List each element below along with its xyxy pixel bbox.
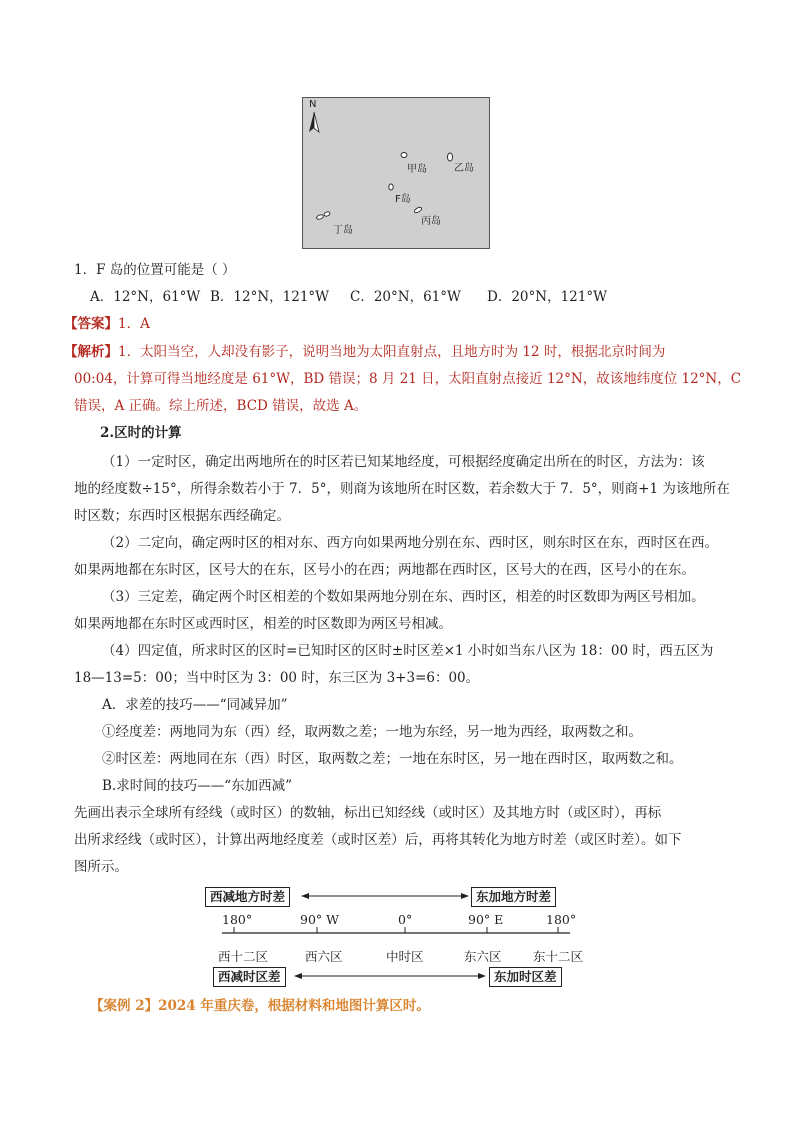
box-west-local-time: 西减地方时差 <box>205 887 290 907</box>
analysis-text-1: 1．太阳当空，人却没有影子，说明当地为太阳直射点，且地方时为 12 时，根据北京时间为 <box>118 344 666 360</box>
zone-west-12: 西十二区 <box>218 949 269 964</box>
para-line-13: B.求时间的技巧——“东加西减” <box>102 778 293 794</box>
lon-90e: 90° E <box>468 912 504 927</box>
box-west-zone-diff: 西减时区差 <box>213 967 286 987</box>
case-heading: 【案例 2】2024 年重庆卷，根据材料和地图计算区时。 <box>90 998 430 1014</box>
lon-180e: 180° <box>546 912 577 927</box>
para-line-9: 18—13=5：00；当中时区为 3：00 时，东三区为 3+3=6：00。 <box>74 670 480 686</box>
zone-central: 中时区 <box>386 949 424 964</box>
question-stem: 1．F 岛的位置可能是（ ） <box>74 262 236 278</box>
island-jia-label: 甲岛 <box>407 164 427 175</box>
para-line-4: （2）二定向，确定两时区的相对东、西方向如果两地分别在东、西时区，则东时区在东，西时区在西。 <box>102 535 719 551</box>
zone-east-6: 东六区 <box>464 949 502 964</box>
island-yi-shape <box>448 153 453 161</box>
island-map <box>302 97 490 249</box>
lon-90w: 90° W <box>300 912 339 927</box>
lon-180w: 180° <box>222 912 253 927</box>
answer-text: 1．A <box>118 316 150 332</box>
para-line-7: 如果两地都在东时区或西时区，相差的时区数即为两区号相减。 <box>74 616 452 632</box>
para-line-1: （1）一定时区，确定出两地所在的时区若已知某地经度，可根据经度确定出所在的时区，方法为：该 <box>102 454 705 470</box>
analysis-line-1 <box>64 343 665 361</box>
option-b: B．12°N，121°W <box>210 289 330 305</box>
lon-0: 0° <box>398 912 413 927</box>
island-ding-shape <box>316 211 330 220</box>
answer-tag: 【答案】 <box>64 316 118 332</box>
answer <box>64 315 150 333</box>
box-east-zone-diff: 东加时区差 <box>489 967 562 987</box>
analysis-tag: 【解析】 <box>64 344 118 360</box>
para-line-15: 出所求经线（或时区），计算出两地经度差（或时区差）后，再将其转化为地方时差（或区时差）。如下 <box>74 832 682 848</box>
analysis-line-2: 00:04，计算可得当地经度是 61°W，BD 错误；8 月 21 日，太阳直射点接近 12°N，故该地纬度位 12°N，C <box>74 371 742 387</box>
para-line-3: 时区数；东西时区根据东西经确定。 <box>74 508 290 524</box>
island-jia-shape <box>401 153 407 158</box>
para-line-2: 地的经度数÷15°，所得余数若小于 7．5°，则商为该地所在时区数，若余数大于 7．5°，则商+1 为该地所在 <box>74 481 730 497</box>
para-line-6: （3）三定差，确定两个时区相差的个数如果两地分别在东、西时区，相差的时区数即为两区号相加。 <box>102 589 705 605</box>
analysis-line-3: 错误，A 正确。综上所述，BCD 错误，故选 A。 <box>74 398 368 414</box>
island-f-label: F岛 <box>395 194 411 205</box>
zone-west-6: 西六区 <box>305 949 343 964</box>
time-zone-diagram <box>200 884 600 994</box>
island-bing-label: 丙岛 <box>421 216 441 227</box>
option-c: C．20°N，61°W <box>350 289 461 305</box>
box-east-local-time: 东加地方时差 <box>471 887 556 907</box>
para-line-16: 图所示。 <box>74 859 128 875</box>
para-line-5: 如果两地都在东时区，区号大的在东，区号小的在西；两地都在西时区，区号大的在西，区号小的在东。 <box>74 562 695 578</box>
option-d: D．20°N，121°W <box>487 289 607 305</box>
para-line-12: ②时区差：两地同在东（西）时区，取两数之差；一地在东时区，另一地在西时区，取两数之和。 <box>102 751 683 767</box>
north-arrow-icon <box>309 112 319 132</box>
para-line-11: ①经度差：两地同为东（西）经，取两数之差；一地为东经，另一地为西经，取两数之和。 <box>102 724 642 740</box>
island-map-drawing <box>303 98 491 250</box>
north-label: N <box>309 99 317 110</box>
island-ding-label: 丁岛 <box>333 225 353 236</box>
section-heading: 2.区时的计算 <box>100 425 182 441</box>
island-f-shape <box>389 184 393 190</box>
para-line-10: A．求差的技巧——“同减异加” <box>102 697 288 713</box>
zone-east-12: 东十二区 <box>533 949 584 964</box>
island-yi-label: 乙岛 <box>454 163 474 174</box>
option-a: A．12°N，61°W <box>90 289 201 305</box>
para-line-14: 先画出表示全球所有经线（或时区）的数轴，标出已知经线（或时区）及其地方时（或区时），再标 <box>74 805 662 821</box>
para-line-8: （4）四定值，所求时区的区时=已知时区的区时±时区差×1 小时如当东八区为 18：00 时，西五区为 <box>102 643 714 659</box>
